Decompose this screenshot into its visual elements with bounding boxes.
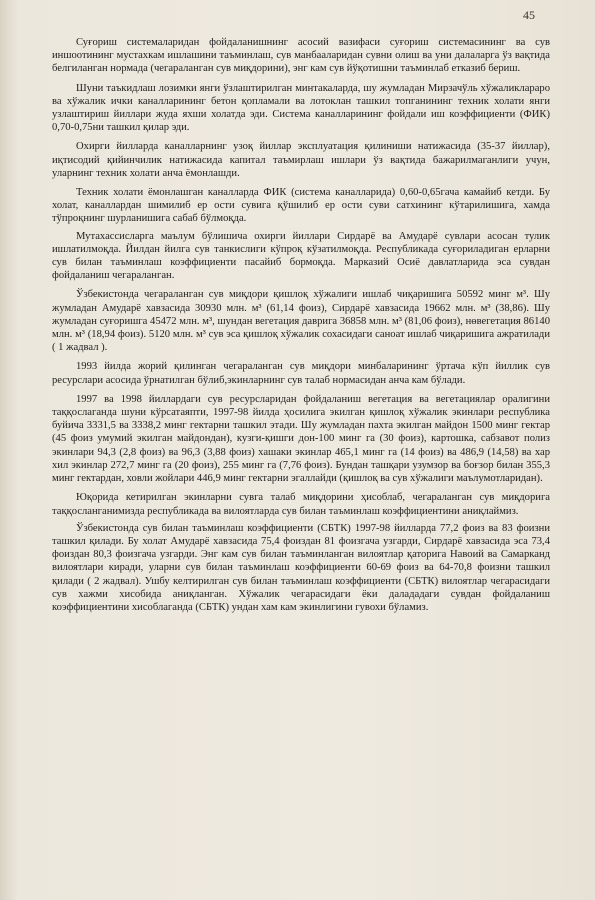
body-text — [52, 36, 550, 618]
paragraph-1: Суғориш системаларидан фойдаланишнинг асосий вазифаси суғориш системасининг ва сув иншоотининг мустахкам ишлашини таъминлаш, сув манбааларидан сувни олиш ва уни далаларга ўз вақтида белгиланган нормада (чегараланган сув миқдорини), энг кам сув йўқотишни таъминлаб етказиб бериш. — [52, 37, 550, 75]
paragraph-5: Мутахассисларга маълум бўлишича охирги йиллари Сирдарё ва Амударё сувлари асосан тулик ишлатилмоқда. Йилдан йилга сув танкислиги кўпроқ кўзатилмоқда. Республикада суғориладиган ерларни сув билан таъминлаш коэффициенти пасайиб бормоқда. Марказий Осиё давлатларида эса сувдан фойдаланиш чегараланган. — [52, 230, 550, 282]
paragraph-8: 1997 ва 1998 йиллардаги сув ресурсларидан фойдаланиш вегетация ва вегетациялар оралигини таққослаганда шуни кўрсатаяпти, 1997-98 йилда ҳосилига экилган қишлоқ хўжалик экинлари республика буйича 3331,5 ва 3338,2 минг гектарни ташкил этади. Шу жумладан пахта экилган майдон 1500 минг гектар (45 фоиз умумий экилган майдондан), кузги-қишги дон-100 минг га (30 фоиз), картошка, сабзавот полиз экинлари 94,3 (2,8 фоиз) ва 96,3 (3,88 фоиз) хашаки экинлар 465,1 минг га (14 фоиз) ва 486,9 (14,58) ва хар хил экинлар 272,7 минг га (20 фоиз), 255 минг га (7,76 фоиз). Бундан ташқари узумзор ва боғзор билан 355,3 минг гектардан, ховли жойлари 446,9 минг гектарни эгаллайди (қишлоқ ва сув хўжалиги маълумотларидан). — [52, 393, 550, 485]
paragraph-4: Техник холати ёмонлашган каналларда ФИК (система каналларида) 0,60-0,65гача камайиб кетди. Бу холат, каналлардан шимилиб ер ости сувига қўшилиб ер ости суви сатхининг кўтарилишига, хамда тўпроқнинг шурланишига сабаб бўлмоқда. — [52, 187, 550, 225]
paragraph-2: Шуни таъкидлаш лозимки янги ўзлаштирилган минтакаларда, шу жумладан Мирзачўль хўжаликлараро ва хўжалик ички каналларининг бетон қопламали ва лотоклан ташкил топганининг техник холати янги узлаштириш йиллари жуда яхши холатда эди. Система каналларининг фойдали иш коэффициенти (ФИК) 0,70-0,75ни ташкил қилар эди. — [52, 82, 550, 134]
paragraph-6: Ўзбекистонда чегараланган сув миқдори қишлоқ хўжалиги ишлаб чиқаришига 50592 минг м³. Шу жумладан Амударё хавзасида 30930 млн. м³ (61,14 фоиз), Сирдарё хавзасида 19662 млн. м³ (38,86). Шу жумладан суғоришга 45472 млн. м³, шундан вегетация даврига 36858 млн. м³ (81,06 фоиз), нөвегетация 86140 млн. м³ (18,94 фоиз). 5120 млн. м³ сув эса қишлоқ хўжалик сохасидаги саноат ишлаб чиқаришига ажратилади ( 1 жадвал ). — [52, 289, 550, 354]
paragraph-10: Ўзбекистонда сув билан таъминлаш коэффициенти (СБТК) 1997-98 йилларда 77,2 фоиз ва 83 фоизни ташкил қилади. Бу холат Амударё хавзасида 75,4 фоиздан 81 фоизгача узгарди, Сирдарё хавзасида эса 73,4 фоиздан 80,3 фоизгача узгарди. Энг кам сув билан таъминланган вилоятлар қаторига Навоий ва Самарканд вилоятлари киради, уларни сув билан таъминлаш коэффициенти 60-69 фоиз ва 64-70,8 фоизни ташкил қилади ( 2 жадвал). Ушбу келтирилган сув билан таъминлаш коэффициенти (СБТК) вилоятлар чегарасидаги сув хажми хисобида аниқланган. Хўжалик чегарасидаги ёки далададаги сувдан фойдаланиш коэффициентини хисоблаганда (СБТК) ундан хам кам экинлигини гувохи бўламиз. — [52, 522, 550, 613]
paragraph-9: Юқорида кетирилган экинларни сувга талаб миқдорини ҳисоблаб, чегараланган сув миқдорига таққосланганимизда республикада ва вилоятларда сув билан таъминлаш коэффициентини аниқлаймиз. — [52, 492, 550, 517]
page-number: 45 — [523, 8, 535, 22]
paragraph-3: Охирги йилларда каналларнинг узоқ йиллар эксплуатация қилиниши натижасида (35-37 йиллар), иқтисодий қийинчилик натижасида капитал таъмирлаш ишлари ўз вақтида бажарилмаганлиги учун, уларнинг техник холати анча ёмонлашди. — [52, 141, 550, 179]
paragraph-7: 1993 йилда жорий қилинган чегараланган сув миқдори минбаларининг ўртача кўп йиллик сув ресурслари асосида ўрнатилган бўлиб,экинларнинг сув талаб нормасидан анча кам бўлади. — [52, 361, 550, 386]
